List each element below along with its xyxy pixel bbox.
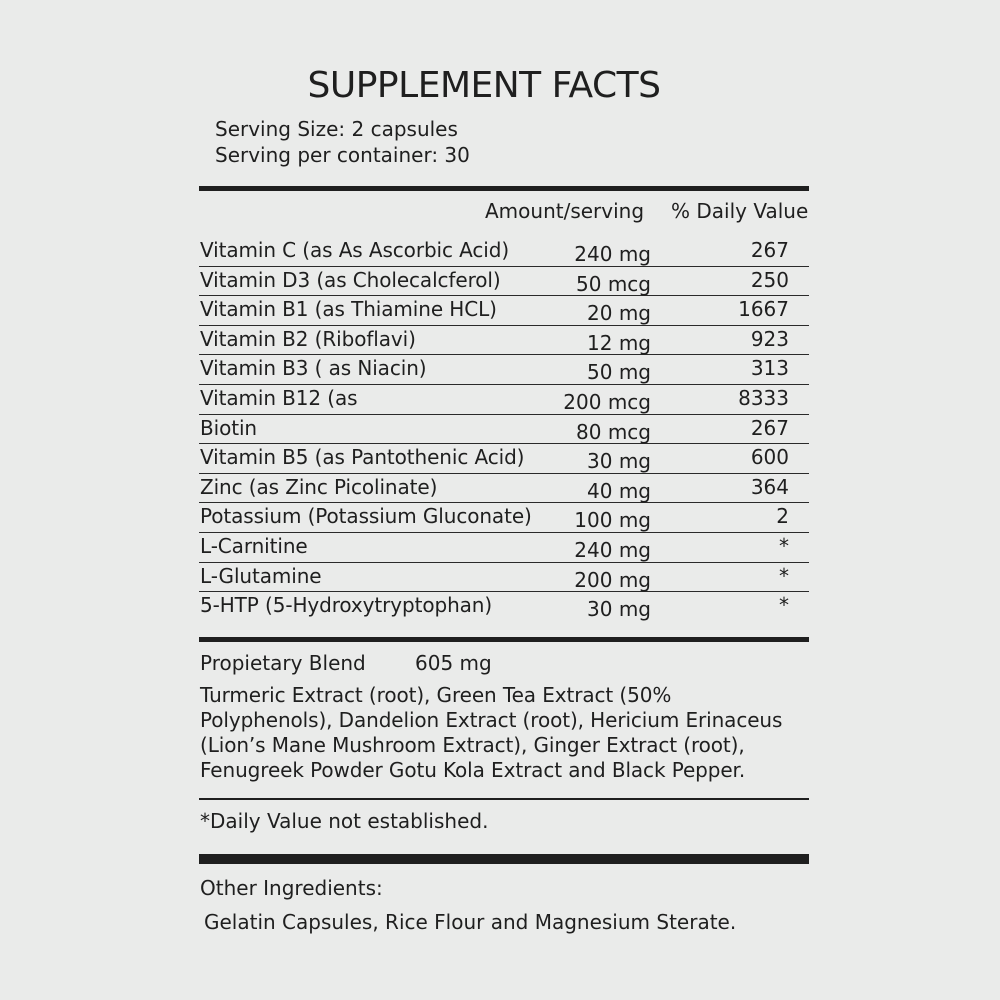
nutrient-daily-value: 600 [750, 445, 789, 470]
table-row [199, 326, 809, 356]
blend-divider-bar [199, 637, 809, 642]
top-divider-bar [199, 186, 809, 191]
nutrient-daily-value: 267 [750, 415, 789, 440]
page-title: SUPPLEMENT FACTS [307, 65, 661, 106]
other-ingredients-text: Gelatin Capsules, Rice Flour and Magnesium Sterate. [204, 910, 737, 934]
nutrient-daily-value: 267 [750, 238, 789, 262]
servings-per-container: Serving per container: 30 [215, 143, 470, 167]
nutrient-amount: 40 mg [587, 478, 651, 503]
table-row [199, 503, 809, 533]
nutrient-daily-value: 8333 [738, 386, 789, 410]
nutrient-daily-value: * [779, 563, 789, 588]
blend-label: Propietary Blend [200, 651, 366, 675]
table-row [199, 415, 809, 445]
table-row [199, 533, 809, 563]
nutrient-name: Vitamin D3 (as Cholecalcferol) [200, 267, 501, 292]
nutrient-daily-value: * [779, 593, 789, 618]
nutrient-amount: 30 mg [587, 449, 651, 474]
nutrient-daily-value: 250 [750, 267, 789, 292]
nutrient-name: L-Carnitine [200, 534, 308, 558]
nutrient-name: L-Glutamine [200, 563, 322, 588]
other-ingredients-label: Other Ingredients: [200, 876, 383, 900]
nutrient-amount: 240 mg [574, 538, 651, 562]
nutrient-name: 5-HTP (5-Hydroxytryptophan) [200, 593, 493, 618]
nutrient-name: Vitamin B12 (as [200, 386, 358, 410]
nutrient-amount: 12 mg [587, 330, 651, 355]
other-ingredients-divider-bar [199, 854, 809, 864]
blend-amount: 605 mg [415, 651, 492, 675]
table-row [199, 237, 809, 267]
nutrient-amount: 240 mg [574, 242, 651, 266]
nutrient-amount: 100 mg [574, 508, 651, 533]
nutrient-amount: 50 mg [587, 360, 651, 385]
table-row [199, 296, 809, 326]
nutrient-name: Vitamin B5 (as Pantothenic Acid) [200, 445, 525, 470]
table-row [199, 355, 809, 385]
nutrient-amount: 200 mcg [563, 390, 651, 414]
table-row [199, 474, 809, 504]
nutrient-name: Vitamin C (as As Ascorbic Acid) [200, 238, 510, 262]
nutrient-name: Potassium (Potassium Gluconate) [200, 504, 532, 529]
nutrient-daily-value: 2 [776, 504, 789, 529]
nutrient-daily-value: 364 [750, 474, 789, 499]
nutrient-name: Vitamin B1 (as Thiamine HCL) [200, 297, 497, 322]
nutrient-amount: 200 mg [574, 567, 651, 592]
nutrient-name: Vitamin B2 (Riboflavi) [200, 326, 416, 351]
nutrient-name: Vitamin B3 ( as Niacin) [200, 356, 427, 381]
footnote-divider [199, 798, 809, 800]
nutrient-amount: 80 mcg [576, 419, 651, 444]
amount-column-header: Amount/serving [485, 199, 645, 223]
serving-size: Serving Size: 2 capsules [215, 117, 458, 141]
table-row [199, 592, 809, 622]
nutrient-amount: 50 mcg [576, 271, 651, 296]
nutrient-daily-value: 923 [750, 326, 789, 351]
daily-value-column-header: % Daily Value [671, 199, 809, 223]
nutrient-daily-value: * [779, 534, 789, 558]
nutrient-daily-value: 313 [750, 356, 789, 381]
nutrient-daily-value: 1667 [738, 297, 789, 322]
table-row [199, 385, 809, 415]
nutrient-name: Biotin [200, 415, 257, 440]
nutrient-amount: 20 mg [587, 301, 651, 326]
nutrient-amount: 30 mg [587, 597, 651, 622]
table-row [199, 267, 809, 297]
nutrient-name: Zinc (as Zinc Picolinate) [200, 474, 438, 499]
blend-ingredients: Turmeric Extract (root), Green Tea Extract (50% Polyphenols), Dandelion Extract (root), Hericium Erinaceus (Lion’s Mane Mushroom Extract), Ginger Extract (root), Fenugreek Powder Gotu Kola Extract and Black Pepper. [200, 683, 783, 782]
table-row [199, 444, 809, 474]
table-row [199, 563, 809, 593]
daily-value-footnote: *Daily Value not established. [200, 809, 489, 833]
